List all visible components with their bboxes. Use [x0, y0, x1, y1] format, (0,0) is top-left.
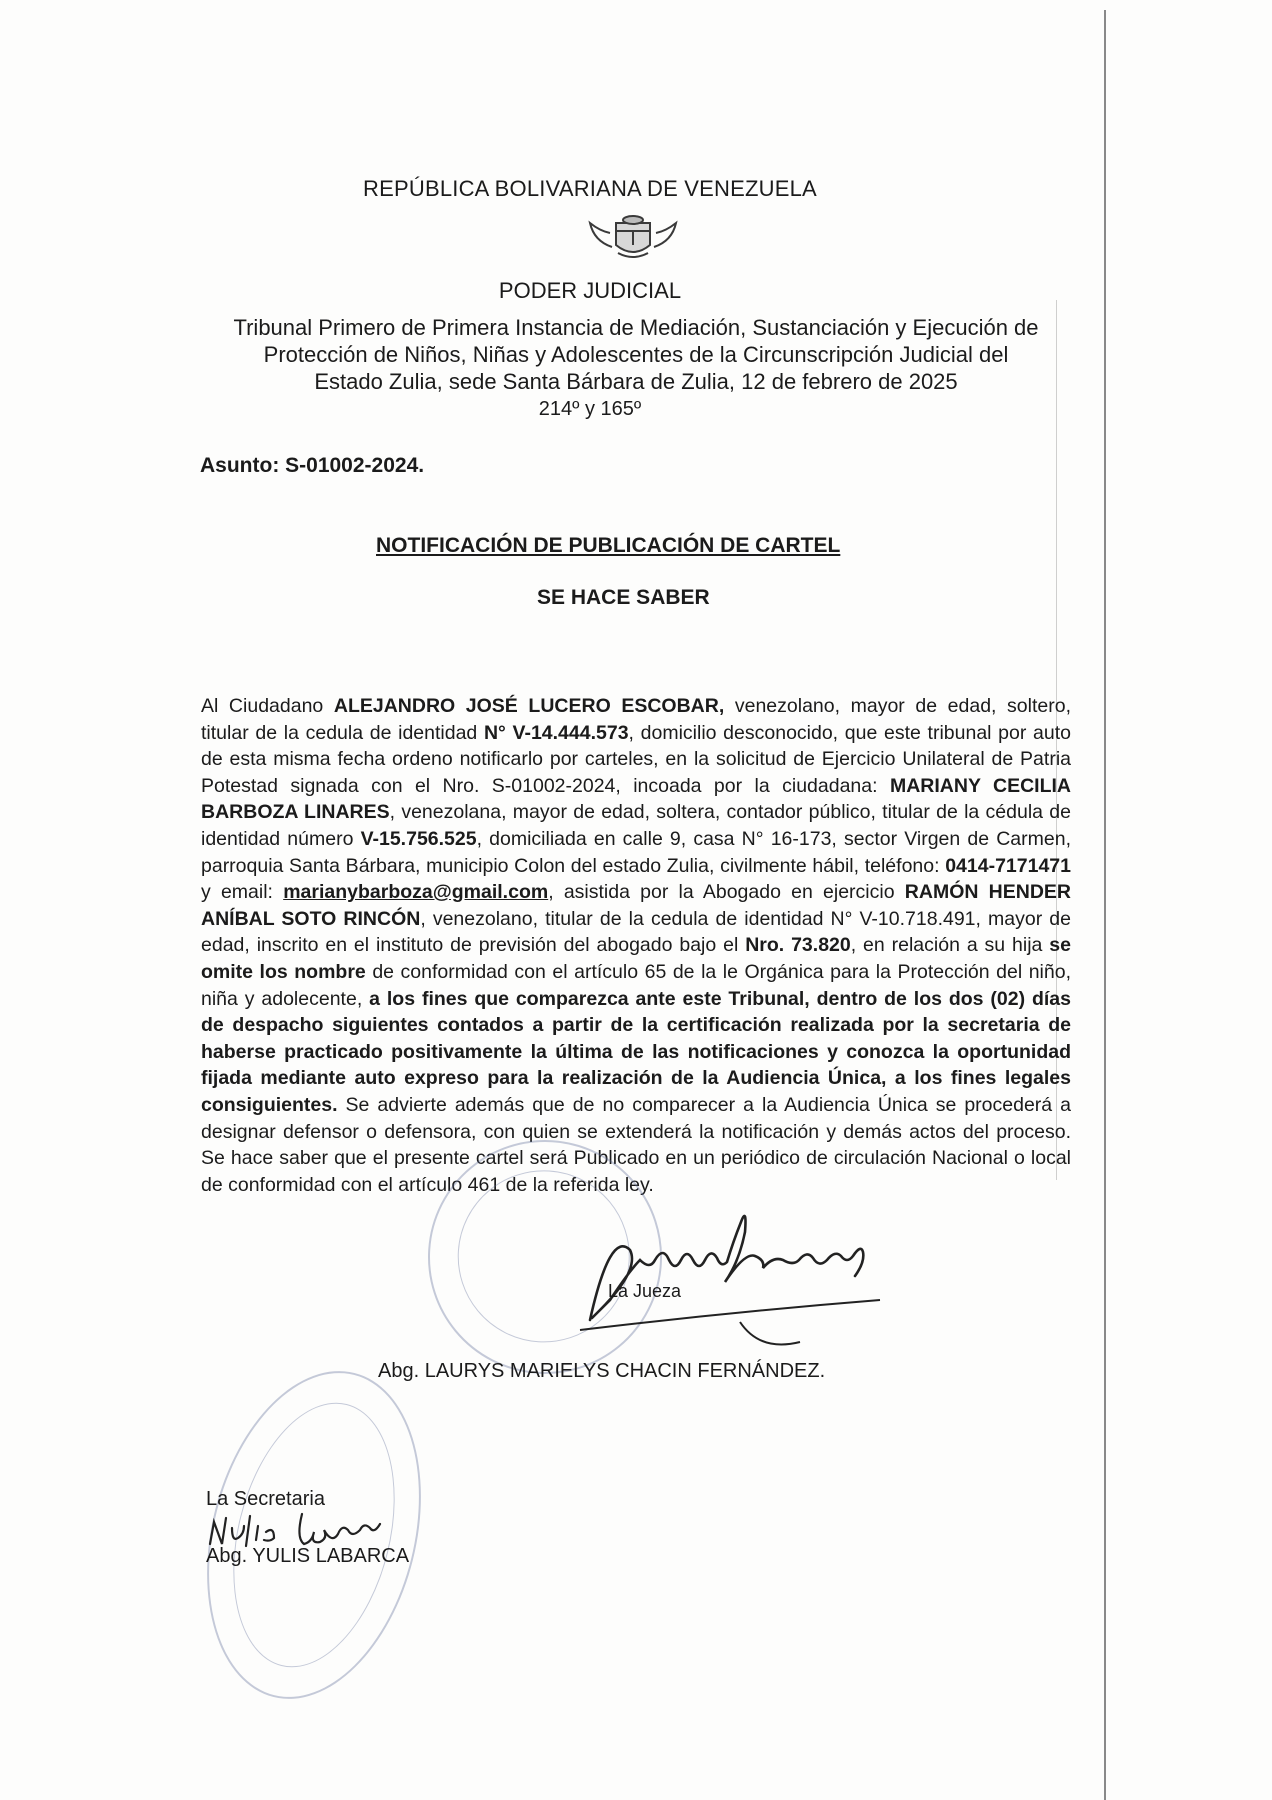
notification-body — [201, 693, 1071, 1198]
judge-name: Abg. LAURYS MARIELYS CHACIN FERNÁNDEZ. — [378, 1360, 826, 1382]
applicant-name: MARIANY CECILIA BARBOZA LINARES — [201, 774, 1072, 824]
attorney-registration: Nro. 73.820 — [745, 934, 851, 957]
subject-line: Asunto: S-01002-2024. — [200, 454, 425, 477]
document-subtitle: SE HACE SABER — [537, 586, 710, 609]
body-text: , asistida por la Abogado en ejercicio — [548, 881, 905, 904]
tribunal-line: Protección de Niños, Niñas y Adolescentes de la Circunscripción Judicial del — [263, 342, 1009, 367]
applicant-id: V-15.756.525 — [360, 827, 477, 850]
body-text: , venezolano, titular de la cedula de identidad N° V-10.718.491, mayor de edad, inscrito en el instituto de previsión del abogado bajo el — [201, 907, 1072, 957]
body-text: de conformidad con el artículo 65 de la le Orgánica para la Protección del niño, niña y adolecente, — [201, 960, 1071, 1010]
judge-role-label: La Jueza — [608, 1281, 682, 1301]
applicant-phone: 0414-7171471 — [945, 854, 1071, 877]
judicial-power-heading: PODER JUDICIAL — [498, 278, 682, 303]
republic-heading: REPÚBLICA BOLIVARIANA DE VENEZUELA — [363, 176, 817, 201]
tribunal-line: Tribunal Primero de Primera Instancia de Mediación, Sustanciación y Ejecución de — [233, 315, 1039, 340]
tribunal-line: Estado Zulia, sede Santa Bárbara de Zulia, 12 de febrero de 2025 — [314, 369, 958, 394]
appearance-requirement: a los fines que comparezca ante este Tribunal, dentro de los dos (02) días de despacho siguientes contados a partir de la certificación realizada por la secretaria de haberse practicado positivamente la última de las notificaciones y conozca la oportunidad fijada mediante auto expreso para la realización de la Audiencia Única, a los fines legales consiguientes. — [201, 987, 1072, 1116]
venezuela-coat-of-arms-icon — [578, 215, 688, 269]
body-text: , en relación a su hija — [850, 934, 1050, 957]
body-text: , domiciliada en calle 9, casa N° 16-173, sector Virgen de Carmen, parroquia Santa Bárbara, municipio Colon del estado Zulia, civilmente hábil, teléfono: — [201, 827, 1071, 877]
body-text: , domicilio desconocido, que este tribunal por auto de esta misma fecha ordeno notificarlo por carteles, en la solicitud de Ejercicio Unilateral de Patria Potestad signada con el Nro. S-01002-2024, incoada por la ciudadana: — [201, 721, 1071, 797]
respondent-name: ALEJANDRO JOSÉ LUCERO ESCOBAR, — [333, 695, 725, 717]
body-text: venezolano, mayor de edad, soltero, titular de la cedula de identidad — [201, 695, 1071, 744]
applicant-email: marianybarboza@gmail.com — [283, 881, 549, 904]
scan-margin-line — [1104, 10, 1106, 1800]
body-text: Se advierte además que de no comparecer a la Audiencia Única se procederá a designar defensor o defensora, con quien se extenderá la notificación y demás actos del proceso. Se hace saber que el presente cartel será Publicado en un periódico de circulación Nacional o local de conformidad con el artículo 461 de la referida ley. — [201, 1093, 1071, 1196]
judge-signature — [560, 1210, 940, 1350]
body-text: , venezolana, mayor de edad, soltera, contador público, titular de la cédula de identidad número — [201, 801, 1071, 850]
tribunal-heading — [196, 314, 1076, 395]
omitted-names-note: se omite los nombre — [201, 934, 1071, 983]
years-line: 214º y 165º — [538, 398, 642, 420]
attorney-name: RAMÓN HENDER ANÍBAL SOTO RINCÓN — [201, 881, 1071, 930]
body-text: y email: — [201, 881, 284, 904]
body-text: Al Ciudadano — [201, 695, 334, 717]
document-title: NOTIFICACIÓN DE PUBLICACIÓN DE CARTEL — [376, 534, 841, 557]
secretary-name: Abg. YULIS LABARCA — [206, 1545, 410, 1567]
respondent-id: N° V-14.444.573 — [483, 721, 629, 744]
secretary-role-label: La Secretaria — [206, 1488, 325, 1510]
